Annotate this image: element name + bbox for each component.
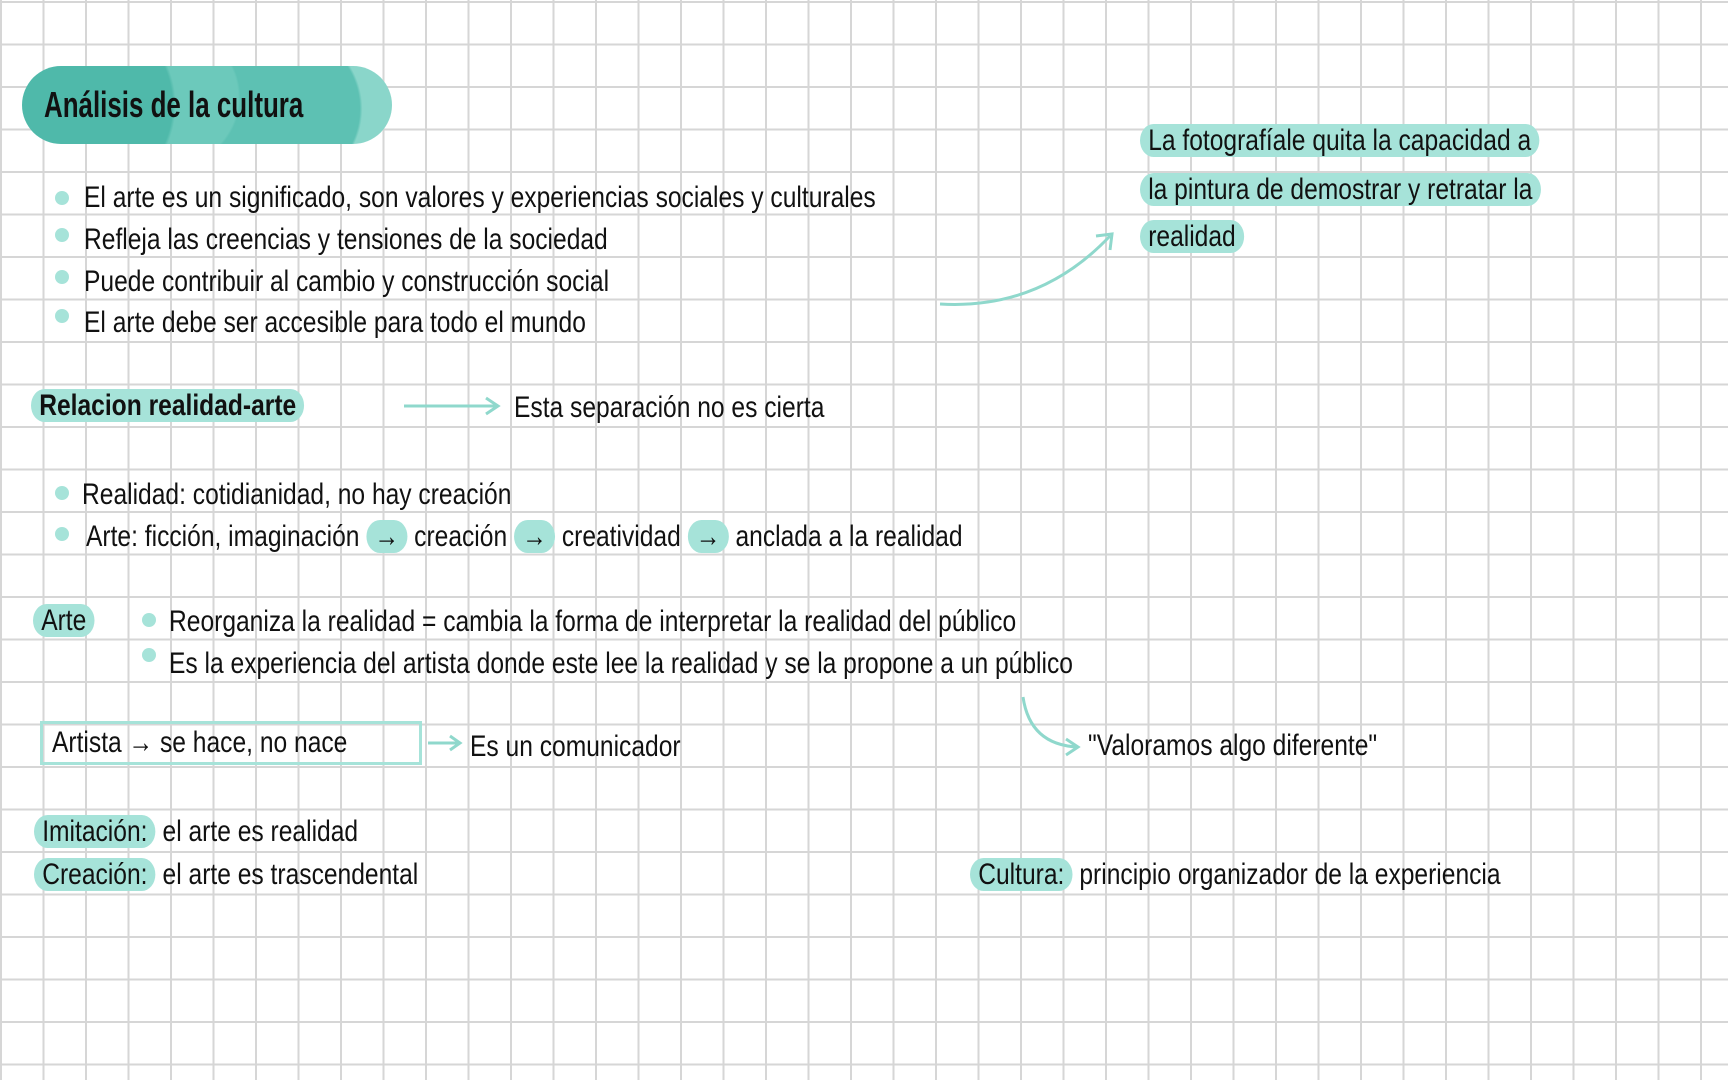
- artista-text: Artista → se hace, no nace: [52, 726, 348, 759]
- side-note-line: realidad: [1140, 220, 1244, 253]
- bullet-dot: [55, 486, 69, 500]
- term-imitacion: Imitación:: [34, 815, 156, 848]
- realidad-item: Realidad: cotidianidad, no hay creación: [82, 478, 512, 511]
- side-note-line: la pintura de demostrar y retratar la: [1140, 173, 1541, 206]
- valoramos-quote: "Valoramos algo diferente": [1088, 729, 1378, 762]
- straight-arrow: [404, 398, 498, 414]
- straight-arrow: [428, 736, 460, 750]
- arte-chain: Arte: ficción, imaginación → creación → creatividad → anclada a la realidad: [86, 520, 963, 553]
- arte-label: Arte: [33, 604, 95, 637]
- relacion-heading: Relacion realidad-arte: [31, 389, 304, 422]
- curved-arrow: [940, 236, 1110, 304]
- bullet-dot: [142, 648, 156, 662]
- term-creacion: Creación:: [34, 858, 156, 891]
- arrow-icon: →: [514, 520, 555, 553]
- arrow-icon: →: [366, 520, 407, 553]
- list-item: Refleja las creencias y tensiones de la sociedad: [84, 223, 608, 256]
- arte-item: Es la experiencia del artista donde este lee la realidad y se la propone a un público: [169, 647, 1073, 680]
- arte-item: Reorganiza la realidad = cambia la forma de interpretar la realidad del público: [169, 605, 1017, 638]
- def-cultura: principio organizador de la experiencia: [1079, 858, 1501, 891]
- bullet-dot: [142, 613, 156, 627]
- list-item: El arte debe ser accesible para todo el mundo: [84, 306, 586, 339]
- artista-note: Es un comunicador: [470, 730, 681, 763]
- def-creacion: el arte es trascendental: [162, 858, 419, 891]
- list-item: Puede contribuir al cambio y construcción social: [84, 265, 610, 298]
- def-imitacion: el arte es realidad: [162, 815, 359, 848]
- arrow-icon: →: [688, 520, 729, 553]
- bullet-dot: [55, 527, 69, 541]
- side-note-line: La fotografíale quita la capacidad a: [1140, 124, 1539, 157]
- relacion-note: Esta separación no es cierta: [514, 391, 825, 424]
- curved-arrow: [1023, 697, 1078, 755]
- page-title: Análisis de la cultura: [44, 84, 304, 125]
- list-item: El arte es un significado, son valores y experiencias sociales y culturales: [84, 181, 876, 214]
- term-cultura: Cultura:: [970, 858, 1073, 891]
